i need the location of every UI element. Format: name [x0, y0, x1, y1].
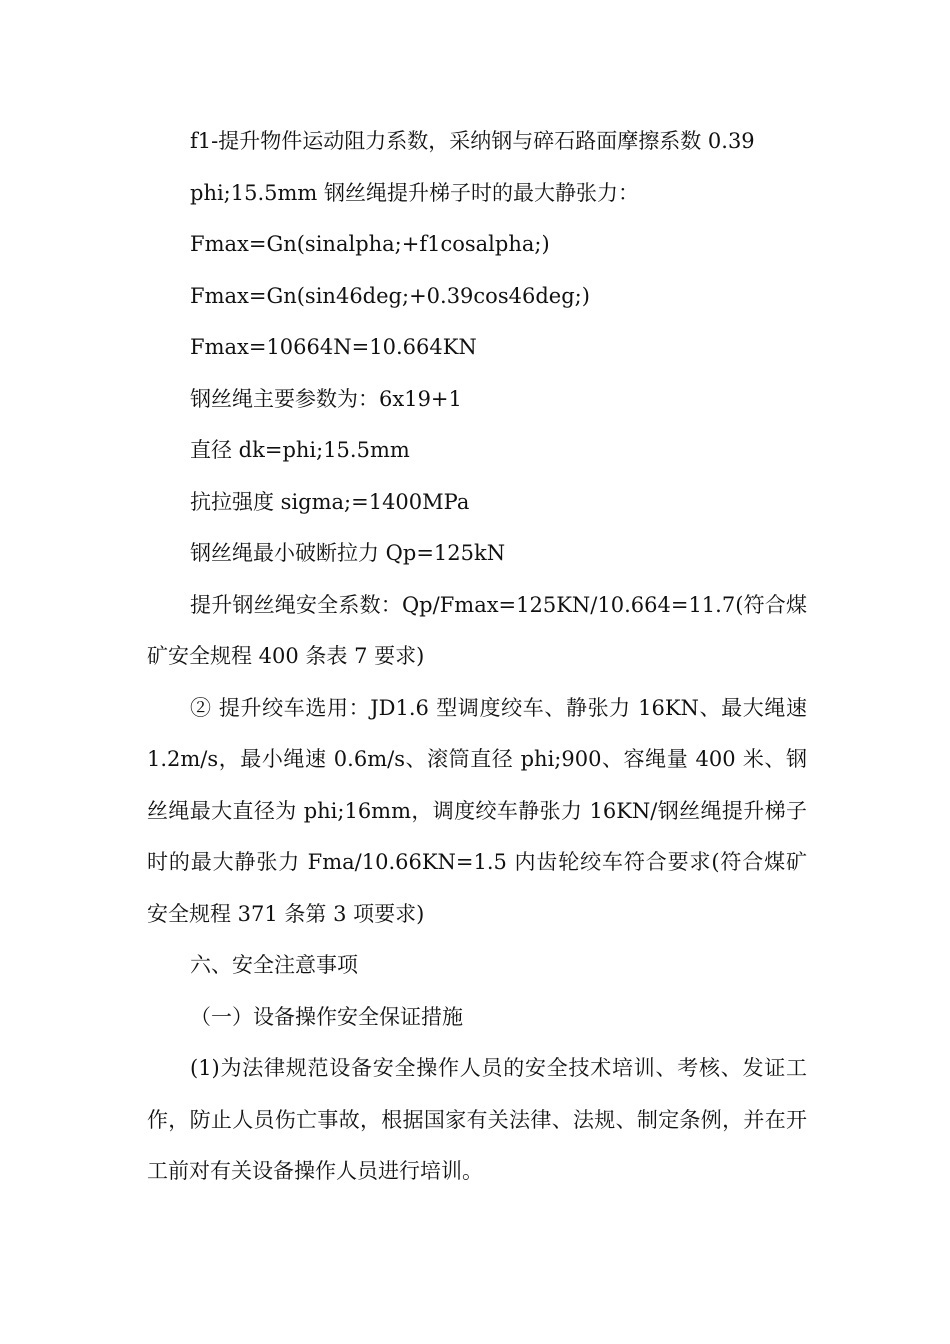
paragraph-rope-parameters: 钢丝绳主要参数为：6x19+1 [190, 386, 462, 411]
paragraph-winch-selection: ② 提升绞车选用：JD1.6 型调度绞车、静张力 16KN、最大绳速 1.2m/s，最小绳速 0.6m/s、滚筒直径 phi;900、容绳量 400 米、钢丝绳最大直径为 phi;16mm，调度绞车静张力 16KN/钢丝绳提升梯子时的最大静张力 Fma/10.66KN=1.5 内齿轮绞车符合要求(符合煤矿安全规程 371 条第 3 项要求) [147, 695, 807, 926]
section-heading-safety-notes: 六、安全注意事项 [190, 953, 358, 977]
paragraph-rope-diameter: 直径 dk=phi;15.5mm [190, 438, 410, 462]
paragraph-friction-coefficient: f1-提升物件运动阻力系数，采纳钢与碎石路面摩擦系数 0.39 [190, 129, 755, 153]
paragraph-max-static-tension: phi;15.5mm 钢丝绳提升梯子时的最大静张力： [190, 180, 640, 205]
formula-fmax-result: Fmax=10664N=10.664KN [190, 335, 477, 359]
subsection-heading-equipment-operation: （一）设备操作安全保证措施 [190, 1004, 463, 1029]
paragraph-training-requirement: (1)为法律规范设备安全操作人员的安全技术培训、考核、发证工作，防止人员伤亡事故，根据国家有关法律、法规、制定条例，并在开工前对有关设备操作人员进行培训。 [147, 1056, 807, 1183]
paragraph-tensile-strength: 抗拉强度 sigma;=1400MPa [190, 489, 470, 514]
paragraph-safety-factor: 提升钢丝绳安全系数：Qp/Fmax=125KN/10.664=11.7(符合煤矿安全规程 400 条表 7 要求) [147, 592, 807, 668]
formula-fmax-substituted: Fmax=Gn(sin46deg;+0.39cos46deg;) [190, 283, 590, 308]
formula-fmax-general: Fmax=Gn(sinalpha;+f1cosalpha;) [190, 232, 550, 256]
document-body [147, 116, 807, 1198]
paragraph-breaking-force: 钢丝绳最小破断拉力 Qp=125kN [190, 541, 506, 565]
